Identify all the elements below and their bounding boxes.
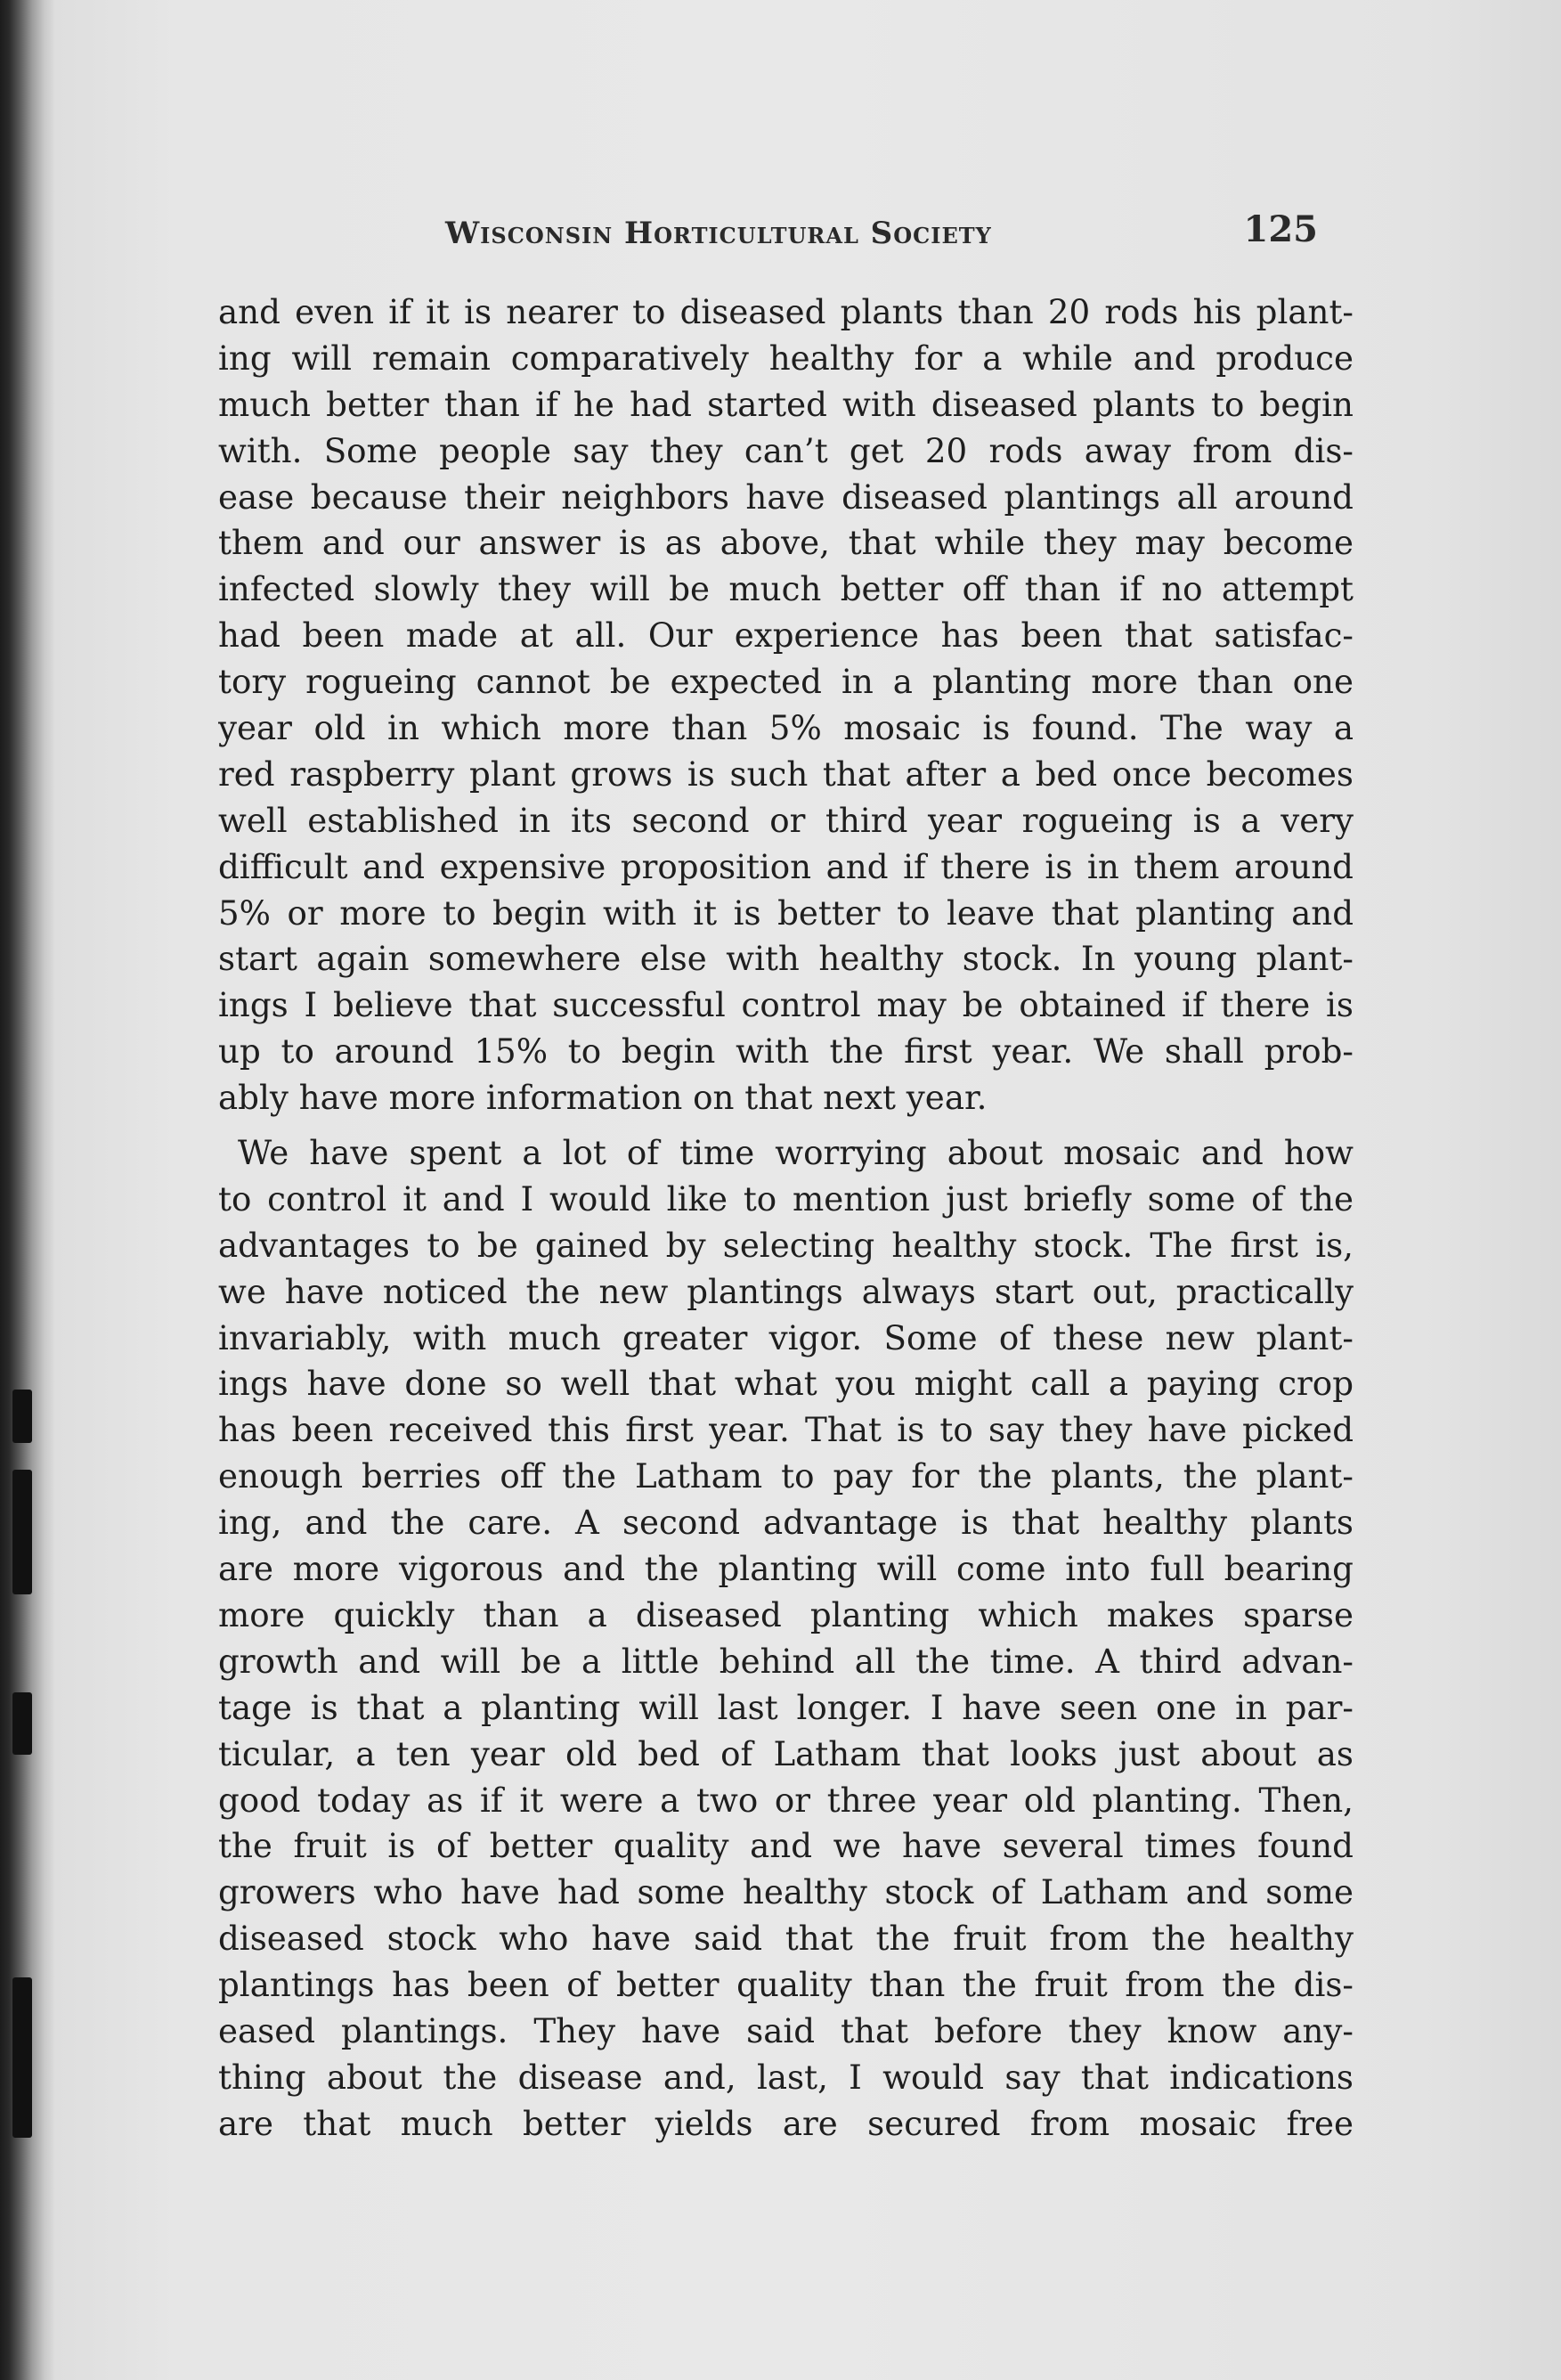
text-line: growers who have had some healthy stock of Latham and some bbox=[218, 1872, 1354, 1912]
text-line: had been made at all. Our experience has been that satisfac- bbox=[218, 615, 1354, 656]
text-line: are more vigorous and the planting will come into full bearing bbox=[218, 1549, 1354, 1589]
text-line: we have noticed the new plantings always start out, practically bbox=[218, 1271, 1354, 1311]
text-line: up to around 15% to begin with the first year. We shall prob- bbox=[218, 1031, 1354, 1072]
paragraph-1 bbox=[218, 289, 1354, 1121]
text-line: tory rogueing cannot be expected in a planting more than one bbox=[218, 662, 1354, 702]
text-line: We have spent a lot of time worrying about mosaic and how bbox=[238, 1133, 1354, 1173]
text-line: invariably, with much greater vigor. Some of these new plant- bbox=[218, 1317, 1354, 1357]
text-line: tage is that a planting will last longer. I have seen one in par- bbox=[218, 1687, 1354, 1727]
text-line: much better than if he had started with diseased plants to begin bbox=[218, 384, 1354, 424]
text-line: thing about the disease and, last, I would say that indications bbox=[218, 2057, 1354, 2097]
text-line: eased plantings. They have said that before they know any- bbox=[218, 2010, 1354, 2050]
running-head: Wisconsin Horticultural Society bbox=[445, 216, 992, 251]
text-line: more quickly than a diseased planting which makes sparse bbox=[218, 1594, 1354, 1634]
text-line: ings have done so well that what you might call a paying crop bbox=[218, 1364, 1354, 1404]
text-line: well established in its second or third year rogueing is a very bbox=[218, 800, 1354, 840]
text-line: infected slowly they will be much better off than if no attempt bbox=[218, 569, 1354, 609]
text-line: to control it and I would like to mention just briefly some of the bbox=[218, 1178, 1354, 1219]
text-line: advantages to be gained by selecting healthy stock. The first is, bbox=[218, 1225, 1354, 1265]
text-line: ease because their neighbors have diseased plantings all around bbox=[218, 477, 1354, 517]
page-header bbox=[445, 203, 1336, 257]
text-line: diseased stock who have said that the fruit from the healthy bbox=[218, 1919, 1354, 1959]
text-line: enough berries off the Latham to pay for the plants, the plant- bbox=[218, 1456, 1354, 1496]
text-line: ing, and the care. A second advantage is that healthy plants bbox=[218, 1503, 1354, 1543]
text-line: start again somewhere else with healthy stock. In young plant- bbox=[218, 939, 1354, 979]
text-line: growth and will be a little behind all the time. A third advan- bbox=[218, 1641, 1354, 1681]
binding-thread-mark bbox=[12, 1390, 32, 1443]
text-line: year old in which more than 5% mosaic is found. The way a bbox=[218, 708, 1354, 748]
text-line: ticular, a ten year old bed of Latham that looks just about as bbox=[218, 1733, 1354, 1773]
text-line: the fruit is of better quality and we have several times found bbox=[218, 1826, 1354, 1866]
paragraph-2 bbox=[218, 1130, 1354, 2148]
text-line: them and our answer is as above, that while they may become bbox=[218, 523, 1354, 563]
text-line: plantings has been of better quality than the fruit from the dis- bbox=[218, 1965, 1354, 2005]
text-line: and even if it is nearer to diseased plants than 20 rods his plant- bbox=[218, 292, 1354, 331]
text-line: red raspberry plant grows is such that after a bed once becomes bbox=[218, 754, 1354, 794]
binding-thread-mark bbox=[12, 1692, 32, 1755]
text-line: has been received this first year. That is to say they have picked bbox=[218, 1410, 1354, 1450]
text-line: ing will remain comparatively healthy for a while and produce bbox=[218, 338, 1354, 378]
text-line: ings I believe that successful control may be obtained if there is bbox=[218, 985, 1354, 1025]
body-text bbox=[218, 289, 1354, 2148]
text-line: are that much better yields are secured from mosaic free bbox=[218, 2103, 1354, 2143]
text-line: difficult and expensive proposition and if there is in them around bbox=[218, 846, 1354, 886]
text-line: 5% or more to begin with it is better to leave that planting and bbox=[218, 892, 1354, 933]
text-line: ably have more information on that next year. bbox=[218, 1078, 988, 1118]
binding-thread-mark bbox=[12, 1977, 32, 2138]
binding-thread-mark bbox=[12, 1470, 32, 1594]
text-line: good today as if it were a two or three year old planting. Then, bbox=[218, 1780, 1354, 1820]
text-line: with. Some people say they can’t get 20 rods away from dis- bbox=[218, 430, 1354, 470]
page-number: 125 bbox=[1243, 208, 1318, 250]
